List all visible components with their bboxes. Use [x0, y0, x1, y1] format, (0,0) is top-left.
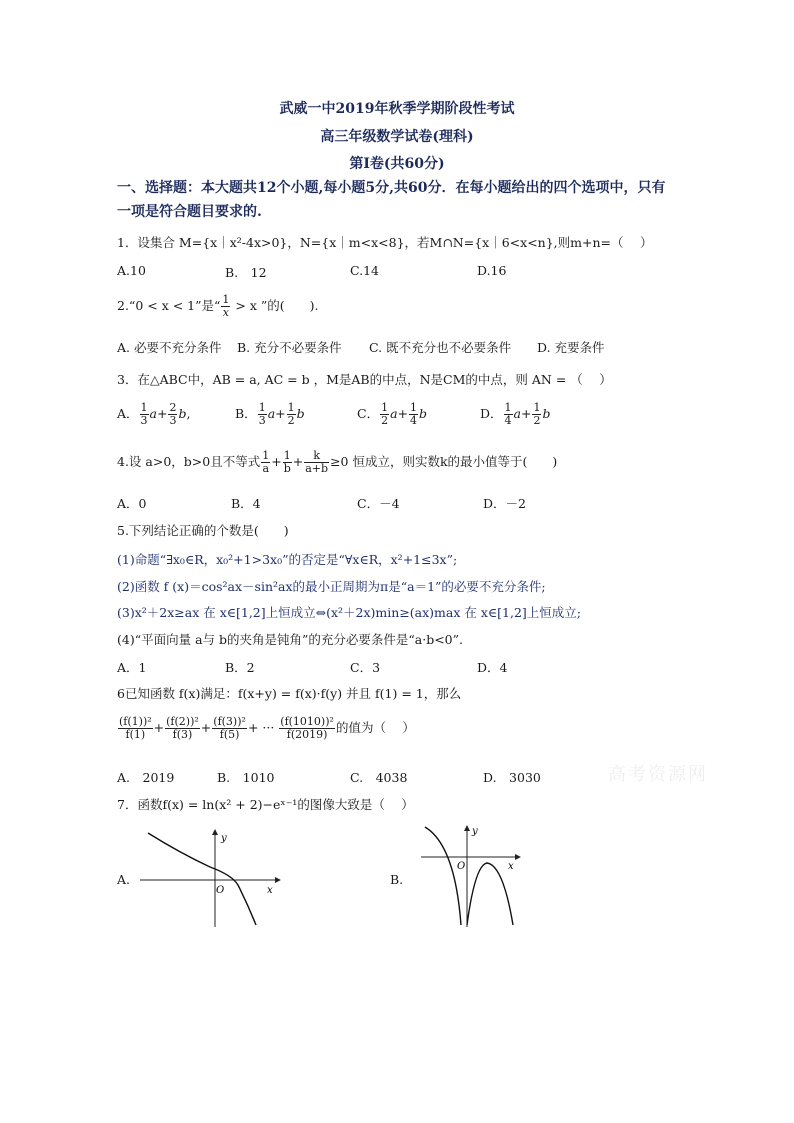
graph-a-origin: O	[216, 885, 225, 896]
graph-b-curve-right	[467, 863, 513, 925]
q5-options	[117, 658, 697, 680]
q3-c-letter: C．	[357, 406, 380, 421]
q6-mid: + ···	[247, 720, 279, 735]
q2-option-a[interactable]: A. 必要不充分条件	[117, 340, 222, 355]
q2-suffix: > x ”的( ).	[231, 298, 319, 313]
q6-option-a[interactable]: A. 2019	[117, 770, 175, 785]
q2-option-c[interactable]: C. 既不充分也不必要条件	[369, 340, 512, 355]
q1-option-c[interactable]: C.14	[350, 263, 379, 278]
q4-f2d: b	[283, 462, 291, 475]
graph-b-y-arrow	[464, 825, 470, 831]
q2-option-b[interactable]: B. 充分不必要条件	[237, 340, 342, 355]
q4-stem: 4.设 a>0，b>0且不等式 $\frac{1}{a}$ + $\frac{1}{b}$ + $\frac{k}{a+b}$ ≥0 恒成立，则实数k的最小值等于( )	[117, 449, 558, 475]
watermark: 高考资源网	[608, 764, 708, 785]
q3-c-c2n: 1	[410, 401, 418, 414]
q6-t3d: f(5)	[219, 728, 240, 741]
q5-item-3: (3)x²＋2x≥ax 在 x∈[1,2]上恒成立⇔(x²＋2x)min≥(ax)max 在 x∈[1,2]上恒成立;	[117, 605, 581, 620]
q3-d-c2d: 2	[533, 414, 541, 427]
q3-option-a[interactable]: A． $\frac{1}{3}$ a+ $\frac{2}{3}$ b,	[117, 401, 191, 427]
graph-a-x-arrow	[275, 877, 281, 883]
q3-option-d[interactable]: D． $\frac{1}{4}$ a+ $\frac{1}{2}$ b	[480, 401, 551, 427]
q6-t3n: (f(3))²	[213, 715, 246, 728]
q6-option-b[interactable]: B. 1010	[217, 770, 275, 785]
section-heading-line1: 一、选择题：本大题共12个小题,每小题5分,共60分．在每小题给出的四个选项中，只有	[117, 180, 666, 196]
q3-b-c1d: 3	[258, 414, 266, 427]
q3-b-c2d: 2	[287, 414, 295, 427]
q3-a-c2d: 3	[169, 414, 177, 427]
q3-options	[117, 402, 697, 438]
graph-b-x-arrow	[515, 854, 521, 860]
graph-b-origin: O	[457, 861, 466, 872]
q7-graph-a[interactable]	[140, 825, 290, 930]
q3-a-c2n: 2	[169, 401, 177, 414]
q3-b-c2n: 1	[287, 401, 295, 414]
q2-options	[117, 338, 697, 360]
q5-option-b[interactable]: B．2	[225, 660, 255, 675]
q7-stem: 7．函数f(x) = ln(x² + 2)−eˣ⁻¹的图像大致是（ ）	[117, 797, 414, 812]
q5-stem: 5.下列结论正确的个数是( )	[117, 523, 289, 538]
q2-frac-num: 1	[222, 293, 230, 306]
q3-d-c1d: 4	[504, 414, 512, 427]
q1-option-b[interactable]: B. 12	[225, 265, 267, 280]
q3-a-tail: ,	[186, 406, 191, 421]
q1-stem: 1．设集合 M={x｜x²-4x>0}，N={x｜m<x<8}，若M∩N={x｜6<x<n},则m+n=（ ）	[117, 235, 653, 250]
q3-d-c2n: 1	[533, 401, 541, 414]
q7-option-b-label[interactable]: B.	[390, 872, 404, 887]
q4-prefix: 4.设 a>0，b>0且不等式	[117, 454, 261, 469]
q6-stem: 6已知函数 f(x)满足：f(x+y) = f(x)·f(y) 并且 f(1) = 1，那么	[117, 686, 462, 701]
q6-t2d: f(3)	[172, 728, 193, 741]
q6-t1d: f(1)	[125, 728, 146, 741]
q5-item-4: (4)“平面向量 a与 b的夹角是钝角”的充分必要条件是“a·b<0”.	[117, 632, 463, 647]
q4-option-a[interactable]: A．0	[117, 496, 147, 511]
q5-option-d[interactable]: D．4	[477, 660, 508, 675]
q6-option-d[interactable]: D. 3030	[483, 770, 541, 785]
q1-options	[117, 263, 697, 285]
q1-option-d[interactable]: D.16	[477, 263, 507, 278]
q6-tail: 的值为（ ）	[335, 720, 415, 735]
q6-t4n: (f(1010))²	[280, 715, 334, 728]
q2-prefix: 2.“0 < x < 1”是“	[117, 298, 221, 313]
q4-f1n: 1	[262, 449, 270, 462]
exam-title: 武威一中2019年秋季学期阶段性考试	[279, 101, 515, 117]
q3-b-c1n: 1	[258, 401, 266, 414]
q3-stem: 3．在△ABC中，AB = a, AC = b ，M是AB的中点，N是CM的中点，则 AN = （ ）	[117, 372, 612, 387]
q6-t2n: (f(2))²	[166, 715, 199, 728]
section-heading-line2: 一项是符合题目要求的.	[117, 204, 262, 220]
q1-option-a[interactable]: A.10	[117, 263, 146, 278]
q5-item-2: (2)函数 f (x)＝cos²ax－sin²ax的最小正周期为π是“a＝1”的必要不充分条件;	[117, 579, 546, 594]
graph-a-y-arrow	[212, 829, 218, 835]
q3-a-c1n: 1	[140, 401, 148, 414]
q3-c-c1n: 1	[381, 401, 389, 414]
q4-option-d[interactable]: D．－2	[483, 496, 526, 511]
q3-d-letter: D．	[480, 406, 503, 421]
section-heading	[117, 176, 687, 224]
q6-t4d: f(2019)	[286, 728, 328, 741]
q3-c-c2d: 4	[410, 414, 418, 427]
q4-suffix: ≥0 恒成立，则实数k的最小值等于( )	[330, 454, 558, 469]
q5-option-c[interactable]: C．3	[350, 660, 381, 675]
q3-d-c1n: 1	[504, 401, 512, 414]
q3-b-letter: B．	[235, 406, 257, 421]
q2-stem	[117, 294, 697, 319]
q4-f1d: a	[262, 462, 269, 475]
q6-expression: $\frac{\text{(f(1))²}}{f(1)}$ + $\frac{\text{(f(2))²}}{f(3)}$ + $\frac{\text{(f(3))²}}{f(5)}$ + ··· $\frac{\text{(f(1010))²}}{f(2019)}$ 的值为（ ）	[119, 715, 415, 741]
graph-a-curve	[148, 833, 256, 925]
q5-item-1: (1)命题“∃x₀∈R，x₀²+1>3x₀”的否定是“∀x∈R，x²+1≤3x”;	[117, 552, 458, 567]
q4-options	[117, 494, 697, 516]
q3-a-letter: A．	[117, 406, 139, 421]
q4-f3d: a+b	[305, 462, 329, 475]
graph-b-curve-left	[425, 827, 461, 925]
q2-frac-den: x	[222, 306, 230, 319]
q2-option-d[interactable]: D. 充要条件	[537, 340, 605, 355]
q3-option-b[interactable]: B． $\frac{1}{3}$ a+ $\frac{1}{2}$ b	[235, 401, 305, 427]
q2-fraction	[221, 294, 230, 319]
q4-option-c[interactable]: C．－4	[357, 496, 400, 511]
q3-c-c1d: 2	[381, 414, 389, 427]
q4-f3n: k	[304, 450, 329, 463]
q3-a-c1d: 3	[140, 414, 148, 427]
q6-option-c[interactable]: C. 4038	[350, 770, 408, 785]
graph-b-x-label: x	[508, 861, 514, 872]
q7-option-a-label[interactable]: A.	[117, 872, 131, 887]
graph-a-y-label: y	[221, 833, 227, 844]
q3-option-c[interactable]: C． $\frac{1}{2}$ a+ $\frac{1}{4}$ b	[357, 401, 428, 427]
q6-t1n: (f(1))²	[119, 715, 152, 728]
q7-graph-b[interactable]	[415, 825, 530, 930]
q5-option-a[interactable]: A．1	[117, 660, 147, 675]
exam-subtitle: 高三年级数学试卷(理科)	[320, 129, 474, 145]
graph-a-x-label: x	[267, 885, 273, 896]
q4-f2n: 1	[283, 449, 291, 462]
graph-b-y-label: y	[472, 826, 478, 837]
q4-option-b[interactable]: B．4	[231, 496, 261, 511]
volume-title: 第Ⅰ卷(共60分)	[349, 156, 445, 172]
